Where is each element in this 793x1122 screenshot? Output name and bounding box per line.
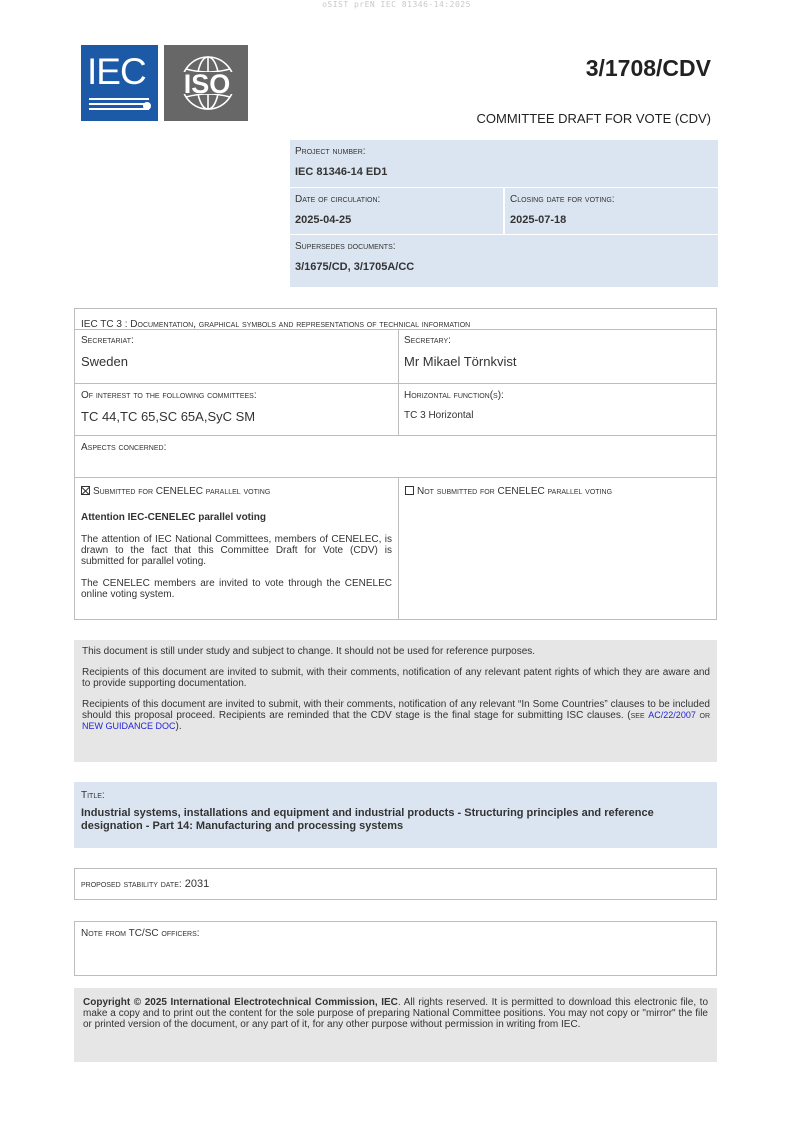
ac-22-2007-link[interactable]: AC/22/2007 xyxy=(648,710,696,720)
divider xyxy=(503,187,505,234)
secretary-value: Mr Mikael Törnkvist xyxy=(404,354,517,369)
closing-cell xyxy=(510,194,615,226)
copyright-text: . All rights reserved. It is permitted to download this electronic file, to make a copy and to print out the content for the sole purpose of preparing National Committee positions. You may not copy or "mirror" the file or printed version of the document, or any part of it, for any other purpose without permission in writing from IEC. xyxy=(83,997,709,1030)
supersedes-cell xyxy=(295,241,414,273)
document-title: Industrial systems, installations and equipment and industrial products - Structuring principles and reference designation - Part 14: Manufacturing and processing systems xyxy=(81,807,654,832)
iso-logo-text: ISO xyxy=(183,69,231,99)
interest-label: Of interest to the following committees: xyxy=(81,390,257,401)
attention-title: Attention IEC-CENELEC parallel voting xyxy=(81,512,267,523)
document-number: 3/1708/CDV xyxy=(585,55,711,81)
supersedes-value: 3/1675/CD, 3/1705A/CC xyxy=(295,261,415,273)
document-type: COMMITTEE DRAFT FOR VOTE (CDV) xyxy=(476,111,711,126)
iso-globe-icon xyxy=(164,45,248,121)
interest-value: TC 44,TC 65,SC 65A,SyC SM xyxy=(81,409,256,424)
secretary-label: Secretary: xyxy=(404,335,451,346)
watermark: oSIST prEN IEC 81346-14:2025 xyxy=(322,0,471,9)
divider xyxy=(398,384,399,435)
project-number-cell xyxy=(295,146,387,178)
notice-paragraph-isc xyxy=(82,699,710,732)
horizontal-label: Horizontal function(s): xyxy=(404,390,504,401)
see-text: see xyxy=(630,710,645,721)
aspects-row xyxy=(75,436,716,478)
secretariat-row xyxy=(75,330,716,384)
note-label: Note from TC/SC officers: xyxy=(81,928,200,939)
divider xyxy=(398,330,399,383)
iso-logo xyxy=(164,45,248,121)
title-box xyxy=(74,782,717,848)
circulation-date: 2025-04-25 xyxy=(295,214,352,226)
cenelec-row xyxy=(75,478,716,619)
notice-paragraph: Recipients of this document are invited to submit, with their comments, notification of any relevant patent rights of which they are aware and to provide supporting documentation. xyxy=(82,667,710,689)
not-submitted-label: Not submitted for CENELEC parallel voting xyxy=(417,486,613,497)
notice-paragraph: This document is still under study and subject to change. It should not be used for reference purposes. xyxy=(82,646,536,657)
iec-logo xyxy=(81,45,158,121)
project-number-value: IEC 81346-14 ED1 xyxy=(295,166,388,178)
submitted-option[interactable] xyxy=(81,486,392,497)
not-submitted-option[interactable] xyxy=(405,486,612,497)
attention-paragraph: The CENELEC members are invited to vote through the CENELEC online voting system. xyxy=(81,578,392,600)
iec-logo-dot xyxy=(143,102,151,110)
stability-label: proposed stability date: xyxy=(81,879,182,890)
notice-box xyxy=(74,640,717,762)
iec-logo-text: IEC xyxy=(87,51,146,92)
stability-box xyxy=(74,868,717,900)
submitted-label: Submitted for CENELEC parallel voting xyxy=(93,486,271,497)
checked-checkbox-icon[interactable] xyxy=(81,486,90,495)
closing-date: 2025-07-18 xyxy=(510,214,567,226)
iec-logo-lines xyxy=(89,98,149,113)
supersedes-label: Supersedes documents: xyxy=(295,241,396,252)
attention-paragraph: The attention of IEC National Committees, members of CENELEC, is drawn to the fact that this Committee Draft for Vote (CDV) is submitted for parallel voting. xyxy=(81,534,392,567)
circulation-label: Date of circulation: xyxy=(295,194,381,205)
notice-text: Recipients of this document are invited to submit, with their comments, notification of any relevant “In Some Countries” clauses to be included should this proposal proceed. Recipients are reminded that the CDV stage is the final stage for submitting ISC clauses. ( xyxy=(82,699,710,721)
copyright-box xyxy=(74,988,717,1062)
or-text: or xyxy=(699,710,710,721)
notice-close: ). xyxy=(175,721,182,732)
horizontal-value: TC 3 Horizontal xyxy=(404,410,474,421)
aspects-label: Aspects concerned: xyxy=(81,442,167,453)
circulation-cell xyxy=(295,194,380,226)
tc-row xyxy=(75,309,716,330)
secretariat-value: Sweden xyxy=(81,354,128,369)
unchecked-checkbox-icon[interactable] xyxy=(405,486,414,495)
tc-label: IEC TC 3 : Documentation, graphical symbols and representations of technical information xyxy=(81,319,471,330)
project-number-label: Project number: xyxy=(295,146,366,157)
secretariat-label: Secretariat: xyxy=(81,335,134,346)
interest-row xyxy=(75,384,716,436)
divider xyxy=(290,234,718,235)
title-label: Title: xyxy=(81,790,105,801)
divider xyxy=(398,478,399,619)
project-info-box xyxy=(290,140,718,287)
committee-table xyxy=(74,308,717,620)
closing-label: Closing date for voting: xyxy=(510,194,615,205)
stability-value: 2031 xyxy=(184,878,210,890)
copyright-bold: Copyright © 2025 International Electrotechnical Commission, IEC xyxy=(83,997,398,1008)
new-guidance-doc-link[interactable]: NEW GUIDANCE DOC xyxy=(82,721,176,731)
note-box xyxy=(74,921,717,976)
